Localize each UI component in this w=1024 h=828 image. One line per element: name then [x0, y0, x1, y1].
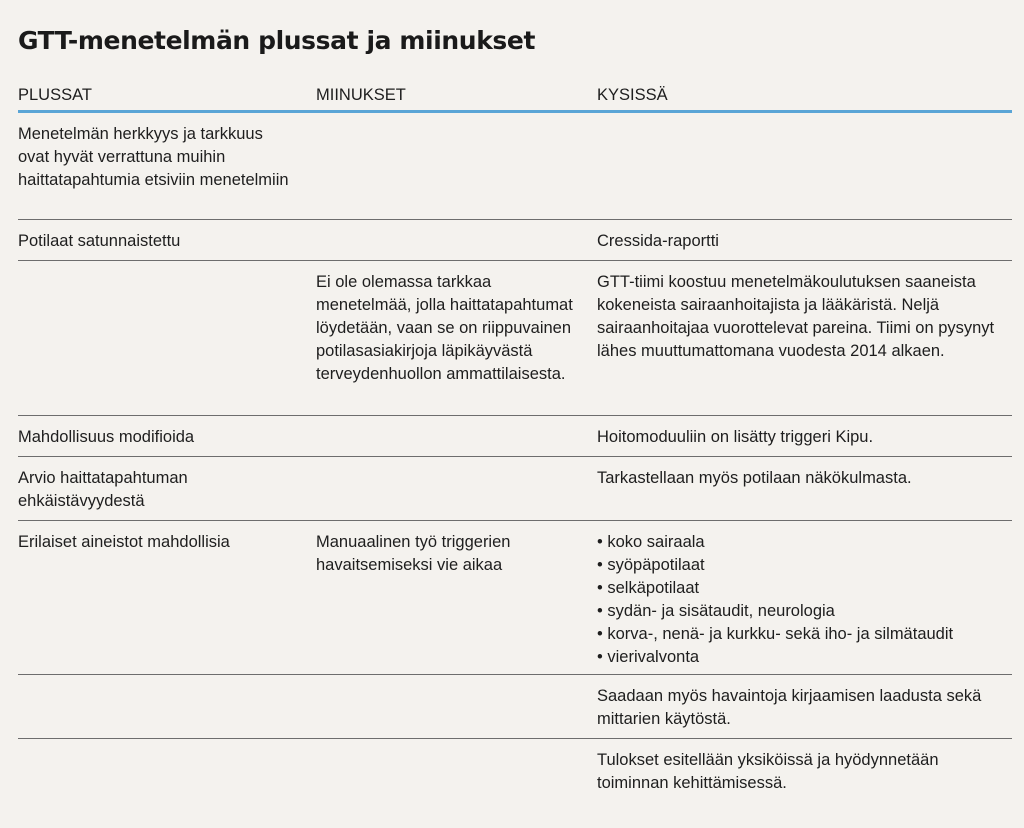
bullet-list — [597, 531, 1012, 669]
cell-miinukset — [316, 675, 597, 738]
list-item: • korva-, nenä- ja kurkku- sekä iho- ja silmätaudit — [597, 623, 1012, 646]
cell-kysissa: GTT-tiimi koostuu menetelmäkoulutuksen saaneista kokeneista sairaanhoitajista ja lääkäristä. Neljä sairaanhoitajaa vuorottelevat pareina. Tiimi on pysynyt lähes muuttumattomana vuodesta 2014 alkaen. — [597, 273, 995, 360]
cell-kysissa — [597, 113, 1012, 219]
cell-miinukset — [316, 416, 597, 456]
cell-kysissa: Tulokset esitellään yksiköissä ja hyödynnetään toiminnan kehittämisessä. — [597, 751, 939, 792]
table-row — [18, 416, 1012, 457]
table-row — [18, 675, 1012, 739]
list-item: • selkäpotilaat — [597, 577, 1012, 600]
cell-miinukset: Ei ole olemassa tarkkaa menetelmää, jolla haittatapahtumat löydetään, vaan se on riippuvainen potilasasiakirjoja läpikäyvästä terveydenhuollon ammattilaisesta. — [316, 273, 573, 383]
cell-plussat — [18, 739, 316, 825]
table-row — [18, 457, 1012, 521]
cell-kysissa: Cressida-raportti — [597, 232, 719, 250]
comparison-table — [18, 58, 1012, 825]
table-row — [18, 261, 1012, 416]
table-row — [18, 739, 1012, 825]
list-item: • vierivalvonta — [597, 646, 1012, 669]
list-item: • sydän- ja sisätaudit, neurologia — [597, 600, 1012, 623]
column-header-plussat: PLUSSAT — [18, 86, 92, 104]
cell-plussat: Erilaiset aineistot mahdollisia — [18, 533, 230, 551]
page-title: GTT-menetelmän plussat ja miinukset — [18, 26, 536, 55]
table-row — [18, 113, 1012, 220]
cell-kysissa: Saadaan myös havaintoja kirjaamisen laadusta sekä mittarien käytöstä. — [597, 687, 982, 728]
cell-miinukset: Manuaalinen työ triggerien havaitsemiseksi vie aikaa — [316, 533, 511, 574]
cell-plussat: Potilaat satunnaistettu — [18, 232, 181, 250]
cell-kysissa: Hoitomoduuliin on lisätty triggeri Kipu. — [597, 428, 874, 446]
table-row — [18, 220, 1012, 261]
cell-plussat: Menetelmän herkkyys ja tarkkuus ovat hyvät verrattuna muihin haittatapahtumia etsiviin menetelmiin — [18, 125, 289, 189]
cell-kysissa — [597, 521, 1012, 674]
cell-miinukset — [316, 739, 597, 825]
cell-plussat: Arvio haittatapahtuman ehkäistävyydestä — [18, 469, 188, 510]
list-item: • syöpäpotilaat — [597, 554, 1012, 577]
cell-plussat: Mahdollisuus modifioida — [18, 428, 195, 446]
table-row — [18, 521, 1012, 675]
column-header-miinukset: MIINUKSET — [316, 86, 406, 104]
column-header-kysissa: KYSISSÄ — [597, 86, 668, 104]
cell-kysissa: Tarkastellaan myös potilaan näkökulmasta. — [597, 469, 912, 487]
cell-miinukset — [316, 457, 597, 520]
table-header-row — [18, 58, 1012, 113]
cell-plussat — [18, 261, 316, 415]
cell-miinukset — [316, 220, 597, 260]
cell-miinukset — [316, 113, 597, 219]
list-item: • koko sairaala — [597, 531, 1012, 554]
cell-plussat — [18, 675, 316, 738]
